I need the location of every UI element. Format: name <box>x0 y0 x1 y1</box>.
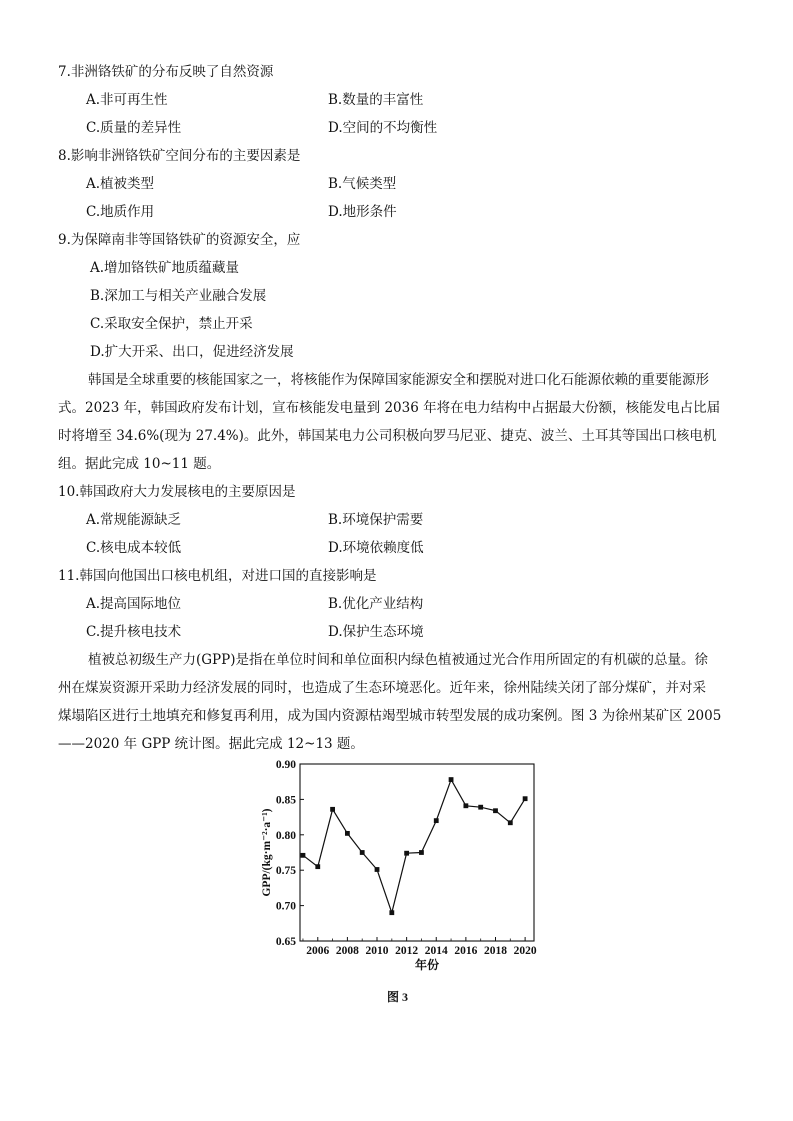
passage-korea-line-4: 组。据此完成 10~11 题。 <box>58 456 221 472</box>
q9-option-b[interactable]: B.深加工与相关产业融合发展 <box>90 288 267 304</box>
data-point <box>478 805 483 810</box>
y-tick-label: 0.65 <box>275 936 296 948</box>
data-point <box>419 850 424 855</box>
q10-option-a[interactable]: A.常规能源缺乏 <box>86 512 182 528</box>
x-tick-label: 2014 <box>424 945 448 957</box>
gpp-series-line <box>303 780 525 913</box>
y-axis-label: GPP/(kg·m⁻²·a⁻¹) <box>261 808 273 897</box>
q10-option-c[interactable]: C.核电成本较低 <box>86 540 182 556</box>
y-tick-label: 0.70 <box>275 900 296 913</box>
data-point <box>315 864 320 869</box>
gpp-line-chart <box>258 756 538 978</box>
x-tick-label: 2006 <box>306 945 330 957</box>
y-tick-label: 0.85 <box>275 794 296 807</box>
question-9-stem: 9.为保障南非等国铬铁矿的资源安全，应 <box>58 232 301 248</box>
x-tick-label: 2008 <box>335 945 359 957</box>
passage-gpp-line-2: 州在煤炭资源开采助力经济发展的同时，也造成了生态环境恶化。近年来，徐州陆续关闭了部分煤矿，并对采 <box>58 680 706 696</box>
q11-option-b[interactable]: B.优化产业结构 <box>328 596 424 612</box>
data-point <box>389 910 394 915</box>
data-point <box>360 850 365 855</box>
data-point <box>345 831 350 836</box>
q8-option-d[interactable]: D.地形条件 <box>328 204 397 220</box>
y-tick-label: 0.75 <box>275 865 296 878</box>
q7-option-a[interactable]: A.非可再生性 <box>86 92 168 108</box>
q7-option-d[interactable]: D.空间的不均衡性 <box>328 120 438 136</box>
data-point <box>375 867 380 872</box>
passage-gpp-line-3: 煤塌陷区进行土地填充和修复再利用，成为国内资源枯竭型城市转型发展的成功案例。图 3 为徐州某矿区 2005 <box>58 708 722 724</box>
question-11-stem: 11.韩国向他国出口核电机组，对进口国的直接影响是 <box>58 568 377 584</box>
q8-option-b[interactable]: B.气候类型 <box>328 176 397 192</box>
data-point <box>463 803 468 808</box>
question-10-stem: 10.韩国政府大力发展核电的主要原因是 <box>58 484 296 500</box>
q7-option-b[interactable]: B.数量的丰富性 <box>328 92 424 108</box>
data-point <box>523 796 528 801</box>
q11-option-d[interactable]: D.保护生态环境 <box>328 624 424 640</box>
q10-option-d[interactable]: D.环境依赖度低 <box>328 540 424 556</box>
passage-gpp-line-1: 植被总初级生产力(GPP)是指在单位时间和单位面积内绿色植被通过光合作用所固定的有机碳的总量。徐 <box>88 652 708 668</box>
y-tick-label: 0.80 <box>275 829 296 842</box>
data-point <box>493 808 498 813</box>
data-point <box>508 820 513 825</box>
x-axis-label: 年份 <box>414 958 440 972</box>
passage-gpp-line-4: ——2020 年 GPP 统计图。据此完成 12~13 题。 <box>58 736 364 752</box>
figure-caption: 图 3 <box>387 990 409 1004</box>
question-7-stem: 7.非洲铬铁矿的分布反映了自然资源 <box>58 64 274 80</box>
q7-option-c[interactable]: C.质量的差异性 <box>86 120 182 136</box>
passage-korea-line-3: 时将增至 34.6%(现为 27.4%)。此外，韩国某电力公司积极向罗马尼亚、捷克、波兰、土耳其等国出口核电机 <box>58 428 717 444</box>
x-tick-label: 2016 <box>454 945 478 957</box>
q8-option-c[interactable]: C.地质作用 <box>86 204 155 220</box>
data-point <box>434 818 439 823</box>
x-tick-label: 2010 <box>365 945 389 957</box>
y-tick-label: 0.90 <box>275 759 296 771</box>
x-tick-label: 2012 <box>395 945 419 957</box>
q9-option-a[interactable]: A.增加铬铁矿地质蕴藏量 <box>90 260 240 276</box>
q9-option-c[interactable]: C.采取安全保护，禁止开采 <box>90 316 253 332</box>
data-point <box>449 777 454 782</box>
passage-korea-line-1: 韩国是全球重要的核能国家之一，将核能作为保障国家能源安全和摆脱对进口化石能源依赖的重要能源形 <box>88 372 709 388</box>
passage-korea-line-2: 式。2023 年，韩国政府发布计划，宣布核能发电量到 2036 年将在电力结构中占据最大份额，核能发电占比届 <box>58 400 721 416</box>
x-tick-label: 2018 <box>483 945 507 957</box>
q10-option-b[interactable]: B.环境保护需要 <box>328 512 424 528</box>
question-8-stem: 8.影响非洲铬铁矿空间分布的主要因素是 <box>58 148 301 164</box>
q9-option-d[interactable]: D.扩大开采、出口，促进经济发展 <box>90 344 294 360</box>
q11-option-a[interactable]: A.提高国际地位 <box>86 596 182 612</box>
data-point <box>404 851 409 856</box>
data-point <box>301 853 306 858</box>
q8-option-a[interactable]: A.植被类型 <box>86 176 155 192</box>
x-tick-label: 2020 <box>513 945 537 957</box>
data-point <box>330 807 335 812</box>
q11-option-c[interactable]: C.提升核电技术 <box>86 624 182 640</box>
